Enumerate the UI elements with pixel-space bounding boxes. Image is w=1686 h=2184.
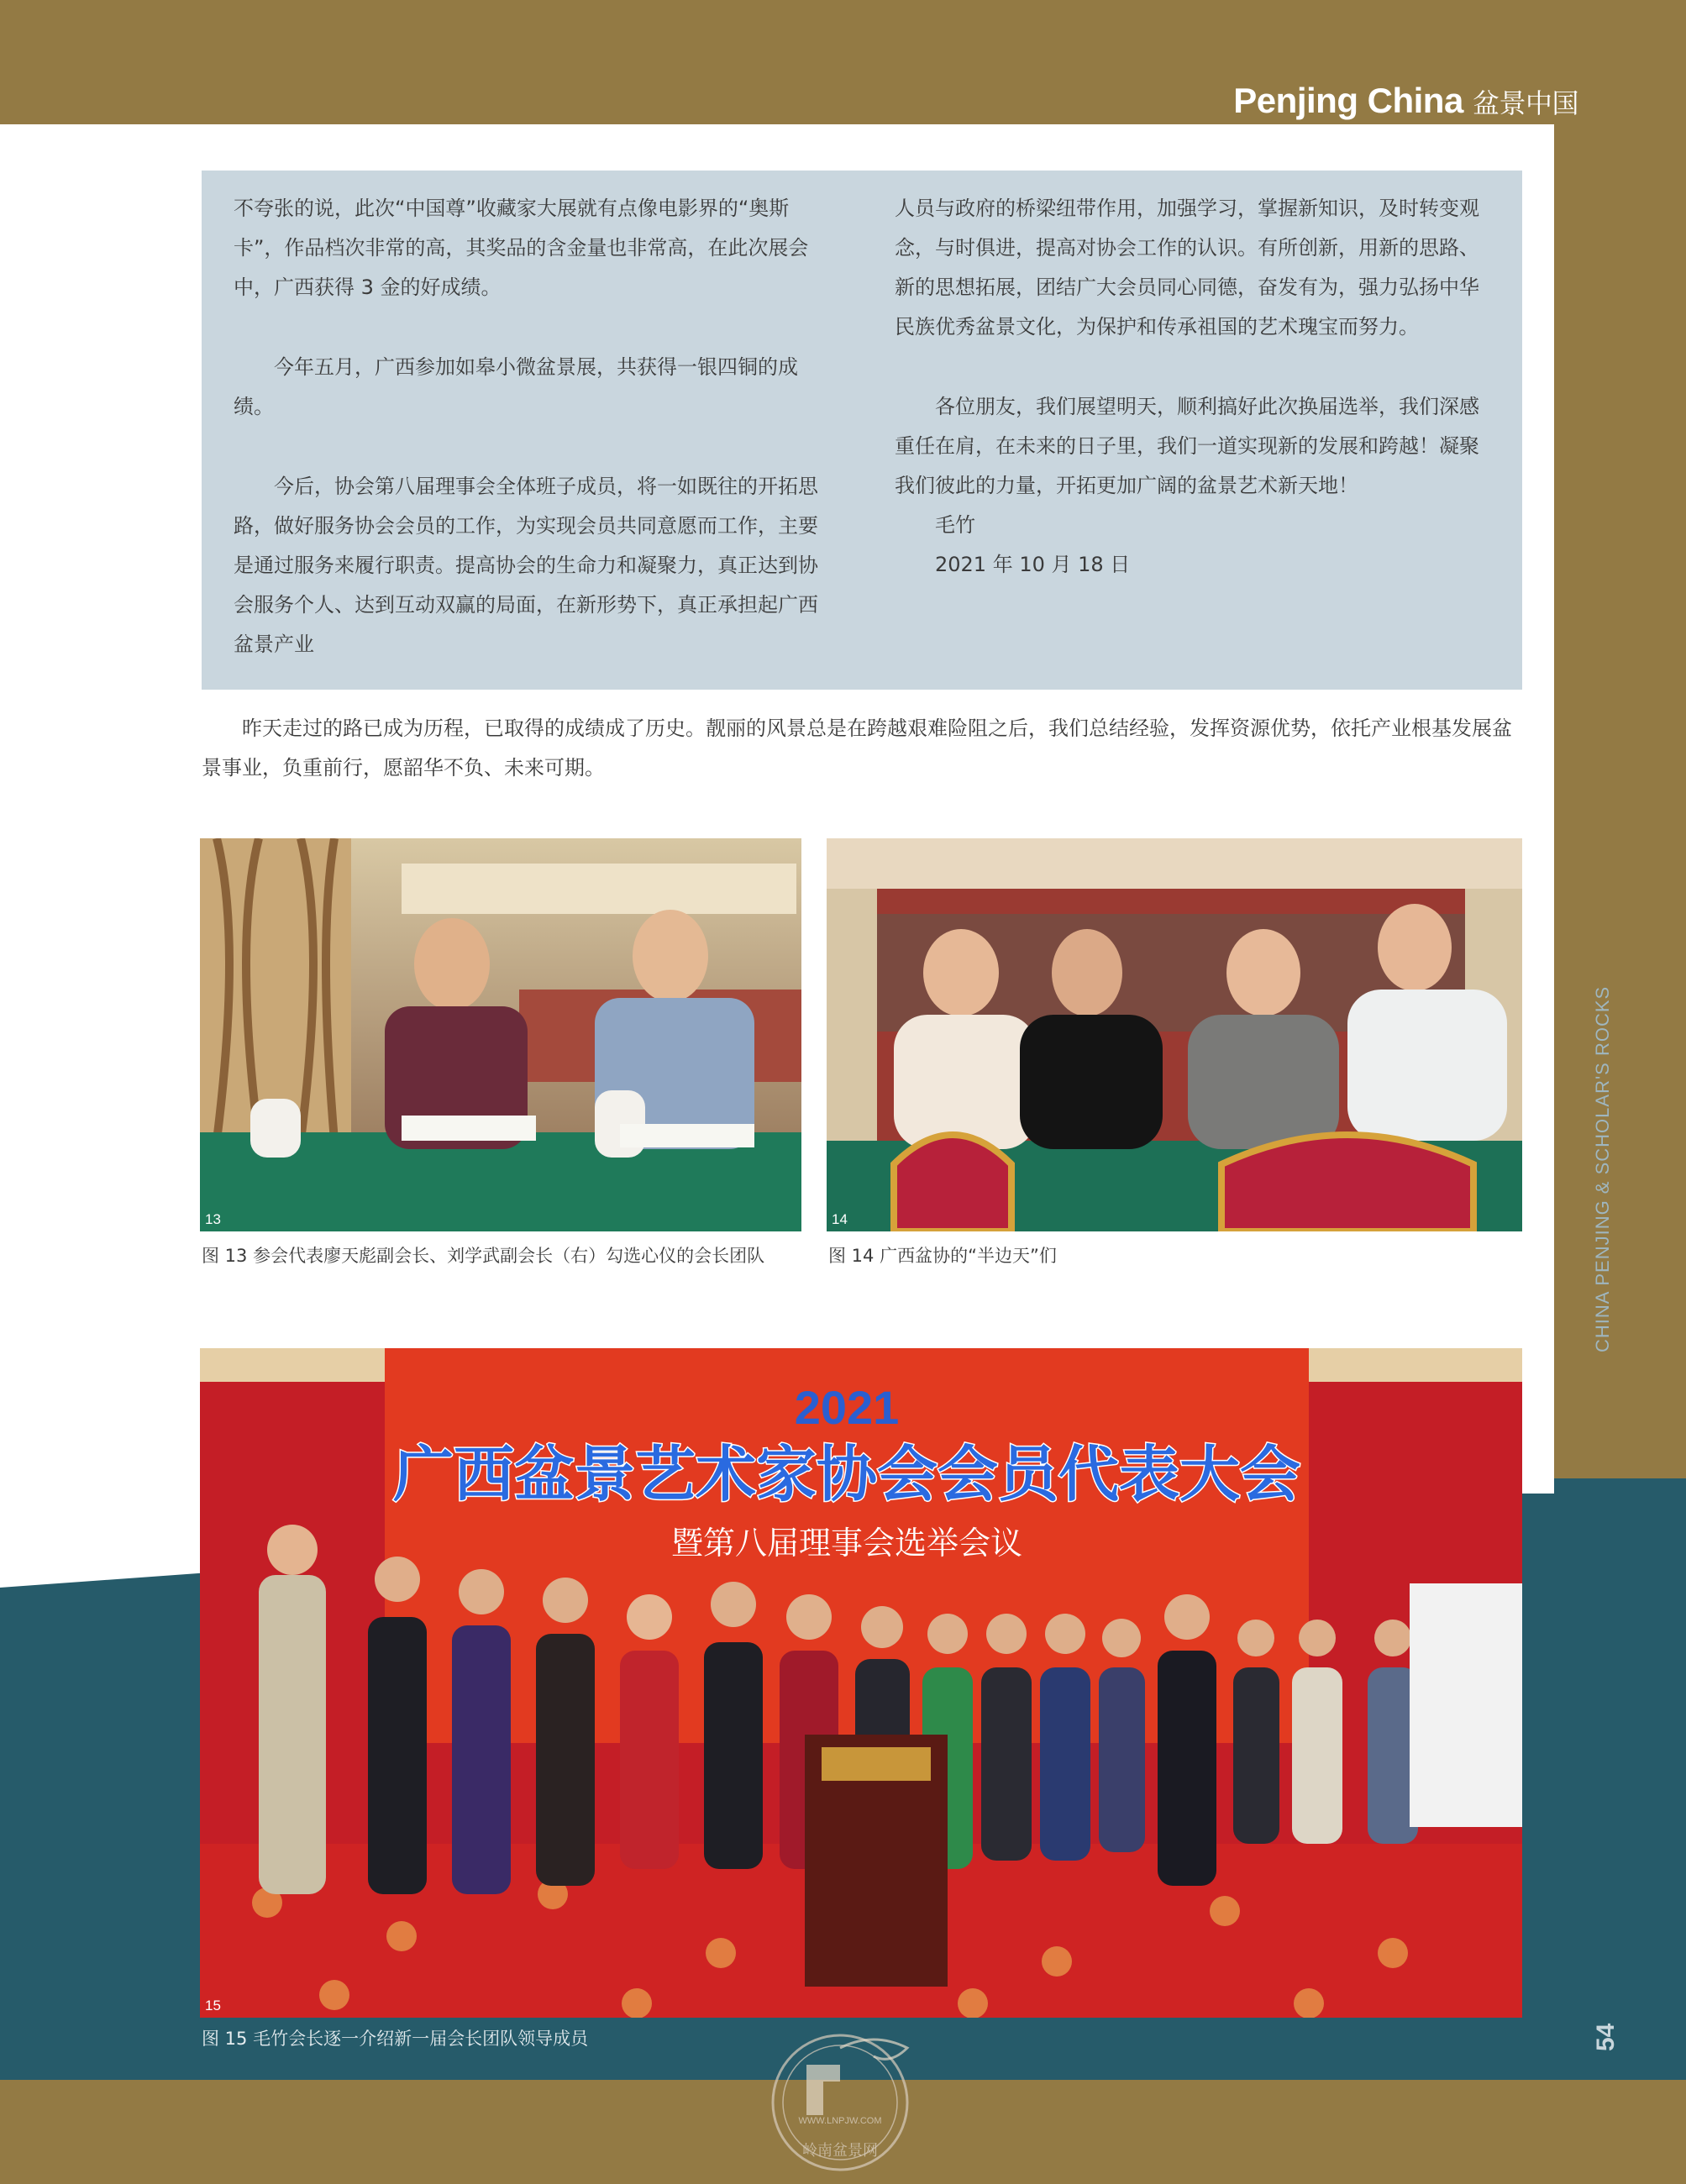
speech-paragraph: 今后，协会第八届理事会全体班子成员，将一如既往的开拓思路，做好服务协会会员的工作，为实现会员共同意愿而工作，主要是通过服务来履行职责。提高协会的生命力和凝聚力，真正达到协会服务个人、达到互动双赢的局面，在新形势下，真正承担起广西盆景产业	[234, 475, 818, 656]
page-number: 54	[1592, 2023, 1620, 2051]
photo-13-image	[200, 838, 801, 1231]
photo-14-image	[827, 838, 1522, 1231]
speech-paragraph: 不夸张的说，此次“中国尊”收藏家大展就有点像电影界的“奥斯卡”，作品档次非常的高，其奖品的含金量也非常高，在此次展会中，广西获得 3 金的好成绩。	[234, 197, 809, 299]
speech-paragraph: 人员与政府的桥梁纽带作用，加强学习，掌握新知识，及时转变观念，与时俱进，提高对协会工作的认识。有所创新，用新的思路、新的思想拓展，团结广大会员同心同德，奋发有为，强力弘扬中华民族优秀盆景文化，为保护和传承祖国的艺术瑰宝而努力。	[895, 197, 1479, 339]
photo-14-caption: 图 14 广西盆协的“半边天”们	[828, 1246, 1057, 1266]
speech-paragraph: 今年五月，广西参加如皋小微盆景展，共获得一银四铜的成绩。	[234, 355, 798, 418]
photo-15-image	[200, 1348, 1522, 2018]
speech-paragraph: 各位朋友，我们展望明天，顺利搞好此次换届选举，我们深感重任在肩，在未来的日子里，我们一道实现新的发展和跨越！凝聚我们彼此的力量，开拓更加广阔的盆景艺术新天地！	[895, 395, 1479, 497]
banner-title: 广西盆景艺术家协会会员代表大会	[392, 1439, 1301, 1509]
magazine-title	[1233, 81, 1578, 121]
photo-14	[827, 838, 1522, 1231]
photo-15	[200, 1348, 1522, 2018]
right-gold-band	[1554, 0, 1686, 1495]
speech-signature: 毛竹	[935, 513, 975, 537]
photo-13-caption: 图 13 参会代表廖天彪副会长、刘学武副会长（右）勾选心仪的会长团队	[202, 1246, 765, 1266]
speech-column-left	[234, 189, 832, 664]
banner-subtitle: 暨第八届理事会选举会议	[670, 1525, 1023, 1562]
speech-box	[202, 171, 1522, 690]
magazine-side-title: CHINA PENJING & SCHOLAR'S ROCKS	[1592, 985, 1613, 1352]
photo-number: 14	[832, 1211, 848, 1227]
magazine-title-cn: 盆景中国	[1472, 87, 1578, 119]
watermark-seal-icon	[756, 2014, 924, 2178]
body-paragraph: 昨天走过的路已成为历程，已取得的成绩成了历史。靓丽的风景总是在跨越艰难险阻之后，我们总结经验，发挥资源优势，依托产业根基发展盆景事业，负重前行，愿韶华不负、未来可期。	[202, 717, 1512, 780]
banner-year: 2021	[794, 1381, 900, 1434]
photo-15-caption: 图 15 毛竹会长逐一介绍新一届会长团队领导成员	[202, 2029, 589, 2049]
watermark-site-name: 岭南盆景网	[802, 2142, 878, 2160]
photo-number: 13	[205, 1211, 221, 1227]
speech-column-right	[895, 189, 1493, 585]
photo-number: 15	[205, 1998, 221, 2013]
watermark-url: WWW.LNPJW.COM	[798, 2116, 882, 2126]
photo-13	[200, 838, 801, 1231]
speech-date: 2021 年 10 月 18 日	[935, 553, 1131, 576]
magazine-title-en: Penjing China	[1233, 81, 1463, 120]
